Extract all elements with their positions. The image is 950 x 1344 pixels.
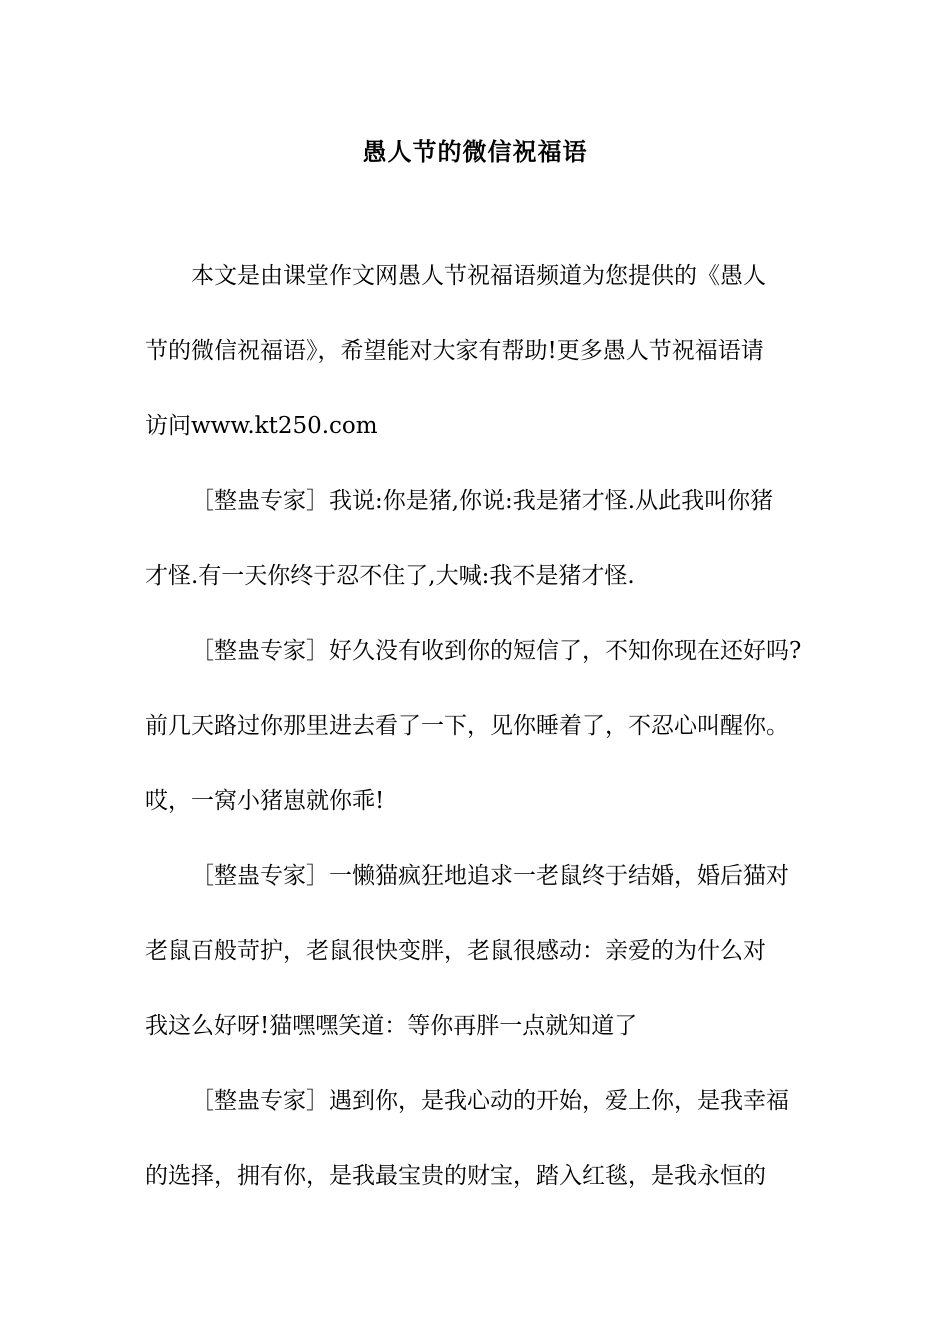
paragraph-line: 的选择，拥有你，是我最宝贵的财宝，踏入红毯，是我永恒的 bbox=[145, 1163, 766, 1189]
paragraph-line: 前几天路过你那里进去看了一下，见你睡着了，不忍心叫醒你。 bbox=[145, 713, 789, 739]
paragraph-line: 本文是由课堂作文网愚人节祝福语频道为您提供的《愚人 bbox=[191, 263, 766, 289]
paragraph-line: 我这么好呀!猫嘿嘿笑道：等你再胖一点就知道了 bbox=[145, 1013, 638, 1039]
document-title: 愚人节的微信祝福语 bbox=[362, 137, 588, 166]
document-body bbox=[145, 248, 810, 1223]
paragraph-line: 才怪.有一天你终于忍不住了,大喊:我不是猪才怪. bbox=[145, 563, 635, 589]
paragraph-line: 节的微信祝福语》，希望能对大家有帮助!更多愚人节祝福语请 bbox=[145, 338, 764, 364]
paragraph-line: 访问www.kt250.com bbox=[145, 413, 378, 439]
paragraph-line: ［整蛊专家］遇到你，是我心动的开始，爱上你，是我幸福 bbox=[191, 1088, 789, 1114]
paragraph-line: ［整蛊专家］好久没有收到你的短信了，不知你现在还好吗? bbox=[191, 638, 802, 664]
paragraph-line: 哎，一窝小猪崽就你乖! bbox=[145, 788, 385, 814]
paragraph-line: ［整蛊专家］我说:你是猪,你说:我是猪才怪.从此我叫你猪 bbox=[191, 488, 774, 514]
paragraph-line: 老鼠百般苛护，老鼠很快变胖，老鼠很感动：亲爱的为什么对 bbox=[145, 938, 766, 964]
paragraph-line: ［整蛊专家］一懒猫疯狂地追求一老鼠终于结婚，婚后猫对 bbox=[191, 863, 789, 889]
